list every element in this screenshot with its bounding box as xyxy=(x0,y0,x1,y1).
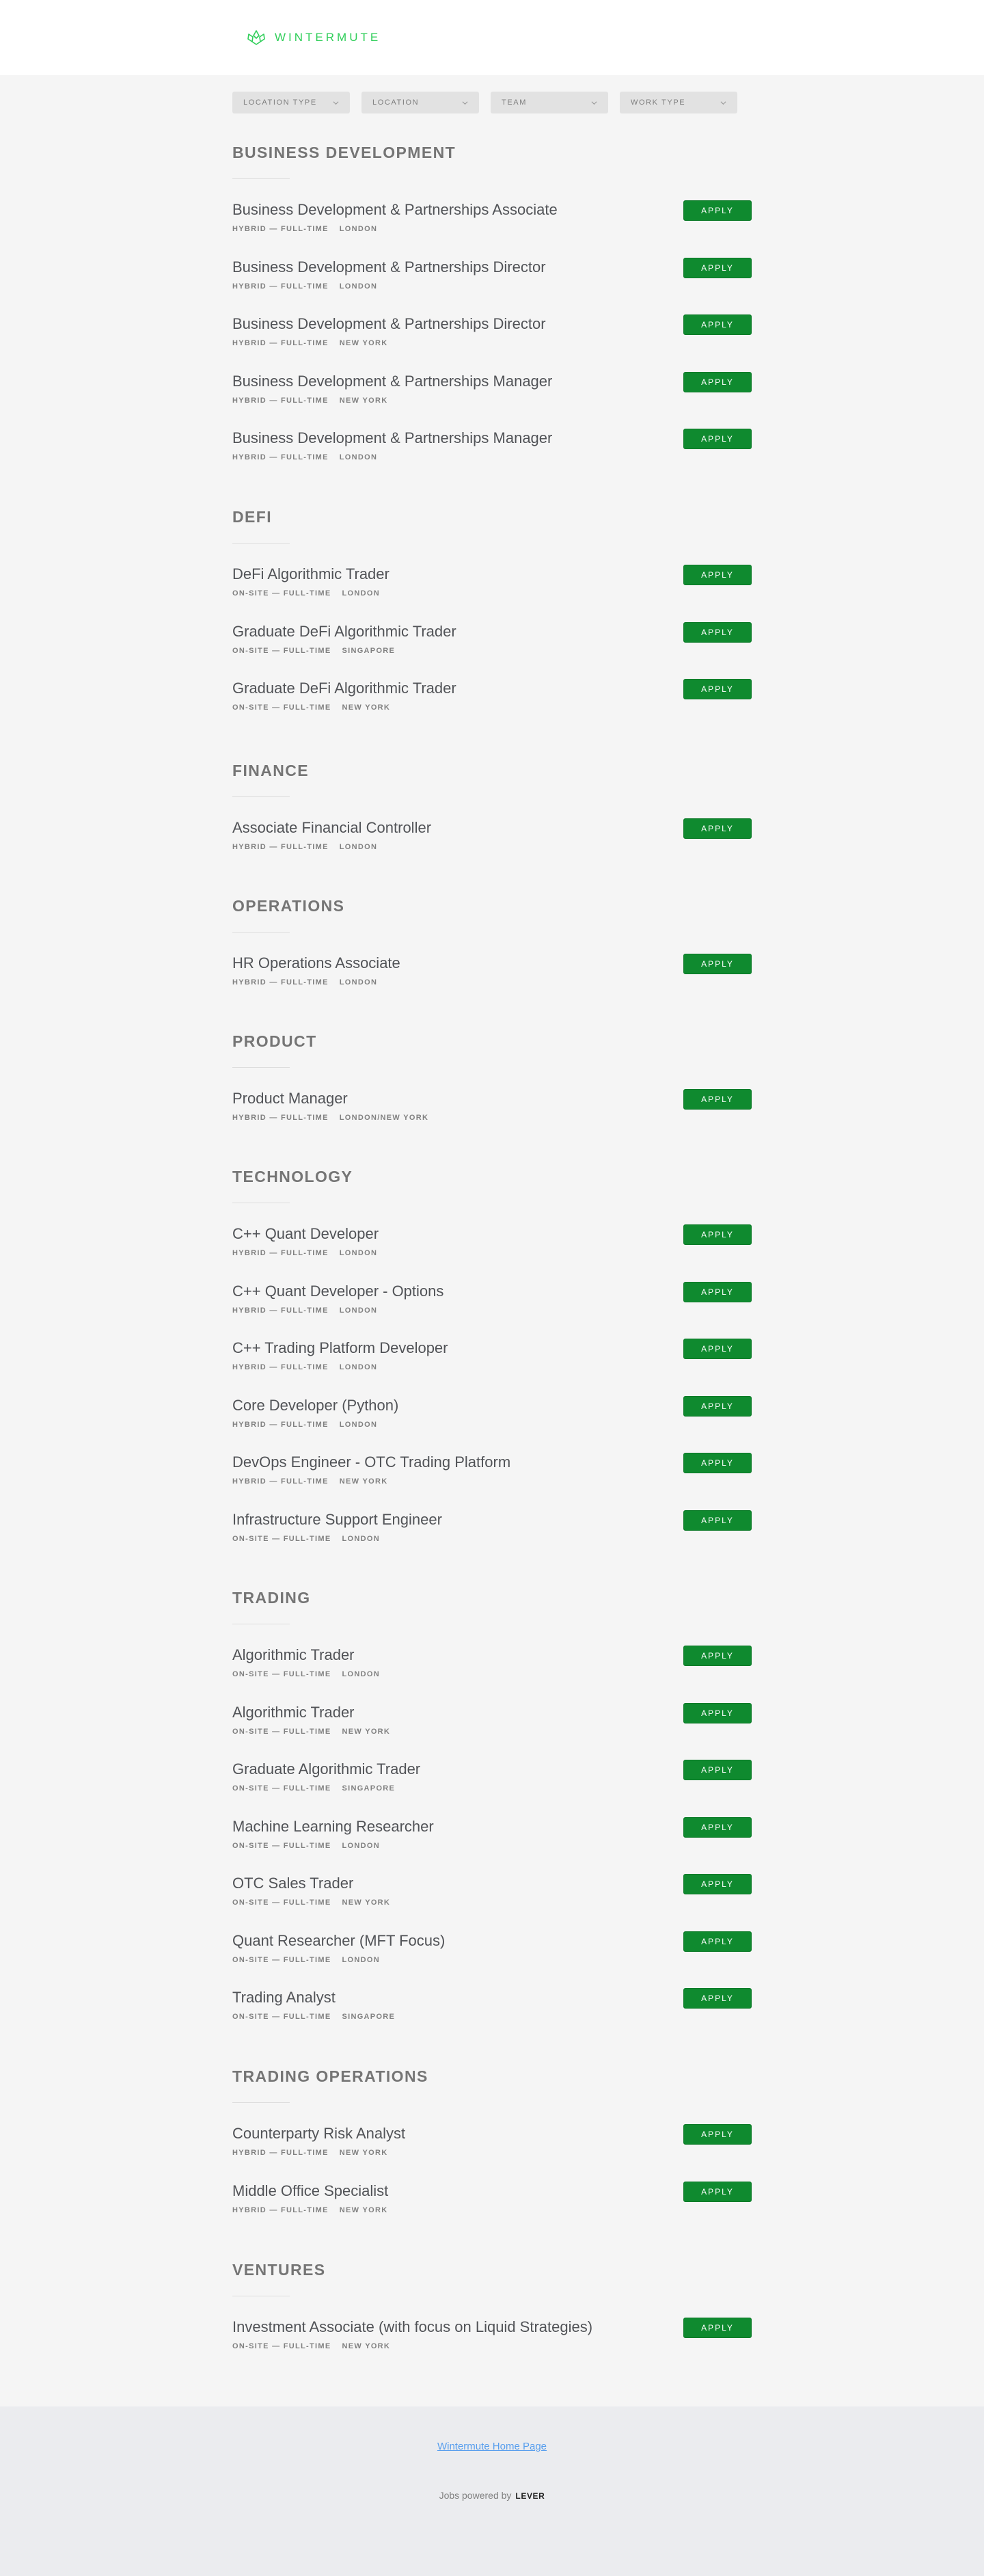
posting-meta xyxy=(232,1477,387,1486)
posting-item xyxy=(232,1453,752,1494)
posting-work-type: ON-SITE — FULL-TIME xyxy=(232,647,331,655)
filter-bar xyxy=(232,92,737,113)
posting-item xyxy=(232,1704,752,1745)
apply-button[interactable]: APPLY xyxy=(683,1089,752,1110)
apply-button[interactable]: APPLY xyxy=(683,954,752,974)
lever-logo[interactable]: LEVER xyxy=(515,2491,545,2501)
posting-work-type: HYBRID — FULL-TIME xyxy=(232,1306,329,1315)
posting-meta xyxy=(232,2342,390,2350)
posting-item xyxy=(232,1875,752,1916)
apply-button[interactable]: APPLY xyxy=(683,2124,752,2145)
posting-work-type: ON-SITE — FULL-TIME xyxy=(232,1728,331,1736)
posting-title-link[interactable]: OTC Sales Trader xyxy=(232,1875,354,1892)
posting-title-link[interactable]: Investment Associate (with focus on Liquid Strategies) xyxy=(232,2318,593,2335)
posting-title-link[interactable]: Business Development & Partnerships Associate xyxy=(232,201,558,218)
posting-title-link[interactable]: DeFi Algorithmic Trader xyxy=(232,565,390,582)
posting-meta xyxy=(232,1728,390,1736)
posting-work-type: HYBRID — FULL-TIME xyxy=(232,1114,329,1122)
apply-button[interactable]: APPLY xyxy=(683,1224,752,1245)
group-title: DEFI xyxy=(232,508,272,526)
posting-title-link[interactable]: Trading Analyst xyxy=(232,1989,336,2006)
posting-meta xyxy=(232,2206,387,2214)
posting-location: NEW YORK xyxy=(342,1899,391,1907)
posting-work-type: HYBRID — FULL-TIME xyxy=(232,978,329,987)
posting-meta xyxy=(232,589,380,598)
posting-work-type: ON-SITE — FULL-TIME xyxy=(232,1535,331,1543)
posting-work-type: HYBRID — FULL-TIME xyxy=(232,1477,329,1486)
chevron-down-icon xyxy=(591,100,597,106)
posting-work-type: HYBRID — FULL-TIME xyxy=(232,2206,329,2214)
posting-location: NEW YORK xyxy=(339,2149,388,2157)
apply-button[interactable]: APPLY xyxy=(683,1510,752,1531)
posting-location: LONDON xyxy=(342,589,380,598)
posting-location: LONDON xyxy=(339,225,378,233)
apply-button[interactable]: APPLY xyxy=(683,372,752,392)
posting-item xyxy=(232,954,752,995)
posting-item xyxy=(232,1225,752,1266)
posting-work-type: ON-SITE — FULL-TIME xyxy=(232,1956,331,1964)
posting-location: LONDON xyxy=(339,1249,378,1257)
apply-button[interactable]: APPLY xyxy=(683,200,752,221)
filter-location-type[interactable] xyxy=(232,92,350,113)
posting-work-type: ON-SITE — FULL-TIME xyxy=(232,1784,331,1793)
posting-title-link[interactable]: Counterparty Risk Analyst xyxy=(232,2125,406,2142)
chevron-down-icon xyxy=(333,100,339,106)
posting-location: SINGAPORE xyxy=(342,647,396,655)
apply-button[interactable]: APPLY xyxy=(683,314,752,335)
posting-work-type: HYBRID — FULL-TIME xyxy=(232,1249,329,1257)
posting-item xyxy=(232,1283,752,1324)
posting-meta xyxy=(232,1114,428,1122)
posting-work-type: ON-SITE — FULL-TIME xyxy=(232,1899,331,1907)
posting-title-link[interactable]: Graduate Algorithmic Trader xyxy=(232,1760,421,1777)
apply-button[interactable]: APPLY xyxy=(683,258,752,278)
posting-meta xyxy=(232,1421,377,1429)
posting-item xyxy=(232,373,752,414)
posting-location: LONDON xyxy=(339,843,378,851)
posting-title-link[interactable]: DevOps Engineer - OTC Trading Platform xyxy=(232,1453,511,1471)
site-footer xyxy=(0,2406,984,2576)
apply-button[interactable]: APPLY xyxy=(683,1988,752,2009)
posting-meta xyxy=(232,282,377,291)
posting-item xyxy=(232,1989,752,2030)
apply-button[interactable]: APPLY xyxy=(683,1453,752,1473)
posting-meta xyxy=(232,1306,377,1315)
posting-location: LONDON xyxy=(339,453,378,461)
posting-item xyxy=(232,565,752,606)
filter-label: TEAM xyxy=(502,98,527,107)
posting-meta xyxy=(232,339,387,347)
posting-item xyxy=(232,2125,752,2166)
posting-item xyxy=(232,819,752,860)
posting-meta xyxy=(232,703,390,712)
posting-location: LONDON xyxy=(339,1421,378,1429)
apply-button[interactable]: APPLY xyxy=(683,1282,752,1302)
group-divider xyxy=(232,1067,290,1068)
posting-title-link[interactable]: Business Development & Partnerships Director xyxy=(232,258,546,276)
posting-title-link[interactable]: Business Development & Partnerships Director xyxy=(232,315,546,332)
posting-meta xyxy=(232,1249,377,1257)
posting-location: NEW YORK xyxy=(339,339,388,347)
posting-meta xyxy=(232,1956,380,1964)
group-title: TRADING OPERATIONS xyxy=(232,2067,428,2085)
posting-meta xyxy=(232,1670,380,1678)
apply-button[interactable]: APPLY xyxy=(683,1396,752,1417)
posting-title-link[interactable]: Business Development & Partnerships Manager xyxy=(232,429,553,446)
posting-work-type: ON-SITE — FULL-TIME xyxy=(232,1842,331,1850)
home-page-link[interactable]: Wintermute Home Page xyxy=(437,2441,547,2452)
group-divider xyxy=(232,178,290,179)
posting-location: LONDON xyxy=(342,1535,380,1543)
filter-team[interactable] xyxy=(491,92,608,113)
posting-location: SINGAPORE xyxy=(342,1784,396,1793)
group-divider xyxy=(232,796,290,797)
posting-title-link[interactable]: Middle Office Specialist xyxy=(232,2182,389,2199)
posting-work-type: ON-SITE — FULL-TIME xyxy=(232,2013,331,2021)
posting-title-link[interactable]: C++ Trading Platform Developer xyxy=(232,1339,448,1356)
group-title: FINANCE xyxy=(232,762,310,779)
group-title: OPERATIONS xyxy=(232,897,345,915)
apply-button[interactable]: APPLY xyxy=(683,1339,752,1359)
apply-button[interactable]: APPLY xyxy=(683,1874,752,1894)
posting-location: NEW YORK xyxy=(342,2342,391,2350)
posting-item xyxy=(232,2318,752,2359)
posting-item xyxy=(232,429,752,470)
posting-location: NEW YORK xyxy=(339,397,388,405)
posting-item xyxy=(232,315,752,356)
posting-location: LONDON xyxy=(342,1670,380,1678)
posting-location: NEW YORK xyxy=(342,1728,391,1736)
posting-location: SINGAPORE xyxy=(342,2013,396,2021)
posting-item xyxy=(232,1090,752,1131)
posting-title-link[interactable]: Product Manager xyxy=(232,1090,348,1107)
posting-item xyxy=(232,1339,752,1380)
posting-title-link[interactable]: Associate Financial Controller xyxy=(232,819,432,836)
posting-item xyxy=(232,623,752,664)
filter-work-type[interactable] xyxy=(620,92,737,113)
posting-title-link[interactable]: Graduate DeFi Algorithmic Trader xyxy=(232,680,456,697)
posting-item xyxy=(232,1932,752,1973)
posting-meta xyxy=(232,1535,380,1543)
group-divider xyxy=(232,932,290,933)
posting-item xyxy=(232,258,752,299)
posting-meta xyxy=(232,1784,395,1793)
posting-work-type: HYBRID — FULL-TIME xyxy=(232,1421,329,1429)
posting-title-link[interactable]: C++ Quant Developer xyxy=(232,1225,379,1242)
posting-item xyxy=(232,680,752,721)
apply-button[interactable]: APPLY xyxy=(683,818,752,839)
posting-meta xyxy=(232,2013,395,2021)
chevron-down-icon xyxy=(462,100,468,106)
powered-by xyxy=(0,2490,984,2501)
apply-button[interactable]: APPLY xyxy=(683,1817,752,1838)
posting-work-type: HYBRID — FULL-TIME xyxy=(232,1363,329,1371)
filter-label: LOCATION xyxy=(372,98,420,107)
posting-location: LONDON xyxy=(342,1842,380,1850)
posting-work-type: HYBRID — FULL-TIME xyxy=(232,282,329,291)
apply-button[interactable]: APPLY xyxy=(683,429,752,449)
posting-title-link[interactable]: Business Development & Partnerships Manager xyxy=(232,373,553,390)
company-logo[interactable] xyxy=(246,28,381,47)
posting-item xyxy=(232,1818,752,1859)
posting-title-link[interactable]: Algorithmic Trader xyxy=(232,1704,355,1721)
posting-meta xyxy=(232,1363,377,1371)
posting-title-link[interactable]: Quant Researcher (MFT Focus) xyxy=(232,1932,446,1949)
posting-location: NEW YORK xyxy=(342,703,391,712)
apply-button[interactable]: APPLY xyxy=(683,1703,752,1723)
posting-item xyxy=(232,2182,752,2223)
posting-work-type: ON-SITE — FULL-TIME xyxy=(232,703,331,712)
powered-by-text: Jobs powered by xyxy=(439,2490,512,2501)
filter-location[interactable] xyxy=(361,92,479,113)
apply-button[interactable]: APPLY xyxy=(683,2318,752,2338)
filter-label: LOCATION TYPE xyxy=(243,98,317,107)
posting-meta xyxy=(232,843,377,851)
posting-title-link[interactable]: C++ Quant Developer - Options xyxy=(232,1283,444,1300)
posting-meta xyxy=(232,2149,387,2157)
site-header xyxy=(0,0,984,75)
posting-work-type: HYBRID — FULL-TIME xyxy=(232,225,329,233)
group-divider xyxy=(232,543,290,544)
posting-meta xyxy=(232,225,377,233)
apply-button[interactable]: APPLY xyxy=(683,565,752,585)
posting-location: LONDON/NEW YORK xyxy=(339,1114,429,1122)
group-title: BUSINESS DEVELOPMENT xyxy=(232,144,456,161)
posting-meta xyxy=(232,397,387,405)
apply-button[interactable]: APPLY xyxy=(683,679,752,699)
apply-button[interactable]: APPLY xyxy=(683,1646,752,1666)
posting-work-type: ON-SITE — FULL-TIME xyxy=(232,1670,331,1678)
apply-button[interactable]: APPLY xyxy=(683,2182,752,2202)
posting-location: NEW YORK xyxy=(339,1477,388,1486)
posting-meta xyxy=(232,1842,380,1850)
logo-text: WINTERMUTE xyxy=(275,31,381,44)
apply-button[interactable]: APPLY xyxy=(683,1931,752,1952)
posting-location: LONDON xyxy=(339,282,378,291)
posting-meta xyxy=(232,1899,390,1907)
posting-title-link[interactable]: Core Developer (Python) xyxy=(232,1397,399,1414)
posting-location: LONDON xyxy=(339,1306,378,1315)
group-title: TECHNOLOGY xyxy=(232,1168,353,1185)
posting-meta xyxy=(232,453,377,461)
group-divider xyxy=(232,2102,290,2103)
posting-title-link[interactable]: HR Operations Associate xyxy=(232,954,400,971)
posting-work-type: HYBRID — FULL-TIME xyxy=(232,453,329,461)
posting-title-link[interactable]: Infrastructure Support Engineer xyxy=(232,1511,442,1528)
posting-location: LONDON xyxy=(339,978,378,987)
filter-label: WORK TYPE xyxy=(631,98,686,107)
apply-button[interactable]: APPLY xyxy=(683,622,752,643)
group-title: TRADING xyxy=(232,1589,311,1607)
posting-location: NEW YORK xyxy=(339,2206,388,2214)
posting-work-type: HYBRID — FULL-TIME xyxy=(232,397,329,405)
posting-location: LONDON xyxy=(342,1956,380,1964)
posting-work-type: HYBRID — FULL-TIME xyxy=(232,339,329,347)
apply-button[interactable]: APPLY xyxy=(683,1760,752,1780)
posting-item xyxy=(232,1646,752,1687)
posting-work-type: HYBRID — FULL-TIME xyxy=(232,2149,329,2157)
posting-location: LONDON xyxy=(339,1363,378,1371)
posting-meta xyxy=(232,647,395,655)
posting-work-type: ON-SITE — FULL-TIME xyxy=(232,589,331,598)
group-title: VENTURES xyxy=(232,2261,326,2279)
chevron-down-icon xyxy=(720,100,726,106)
posting-item xyxy=(232,1397,752,1438)
posting-item xyxy=(232,1760,752,1801)
posting-title-link[interactable]: Algorithmic Trader xyxy=(232,1646,355,1663)
posting-title-link[interactable]: Graduate DeFi Algorithmic Trader xyxy=(232,623,456,640)
posting-work-type: ON-SITE — FULL-TIME xyxy=(232,2342,331,2350)
posting-meta xyxy=(232,978,377,987)
logo-mark-icon xyxy=(246,29,266,46)
posting-work-type: HYBRID — FULL-TIME xyxy=(232,843,329,851)
posting-item xyxy=(232,1511,752,1552)
posting-title-link[interactable]: Machine Learning Researcher xyxy=(232,1818,434,1835)
posting-item xyxy=(232,201,752,242)
group-title: PRODUCT xyxy=(232,1032,317,1050)
